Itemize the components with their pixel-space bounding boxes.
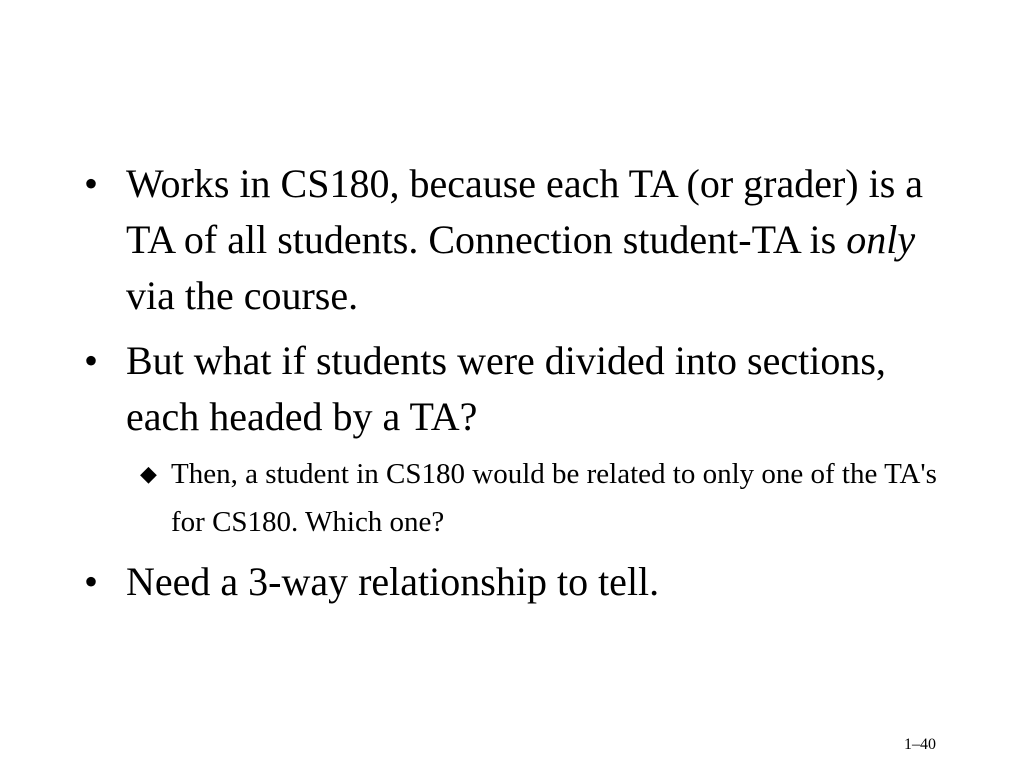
bullet-item <box>84 554 944 610</box>
bullet-text: Works in CS180, because each TA (or grader) is a TA of all students. Connection student-TA is <box>126 161 924 262</box>
bullet-marker: • <box>84 161 99 206</box>
bullet-marker: • <box>84 338 99 383</box>
bullet-text: But what if students were divided into sections, each headed by a TA? <box>126 338 886 439</box>
sub-bullet-text: Then, a student in CS180 would be related to only one of the TA's for CS180. Which one? <box>171 458 937 538</box>
bullet-emphasis: only <box>846 217 916 262</box>
diamond-bullet-icon: ◆ <box>140 461 157 486</box>
sub-bullet-item <box>84 450 944 546</box>
bullet-item <box>84 333 944 445</box>
bullet-marker: • <box>84 559 99 604</box>
bullet-item <box>84 156 944 324</box>
bullet-list <box>84 156 944 619</box>
page-number: 1–40 <box>904 736 936 753</box>
bullet-text: Need a 3-way relationship to tell. <box>126 559 660 604</box>
bullet-text: via the course. <box>126 273 359 318</box>
